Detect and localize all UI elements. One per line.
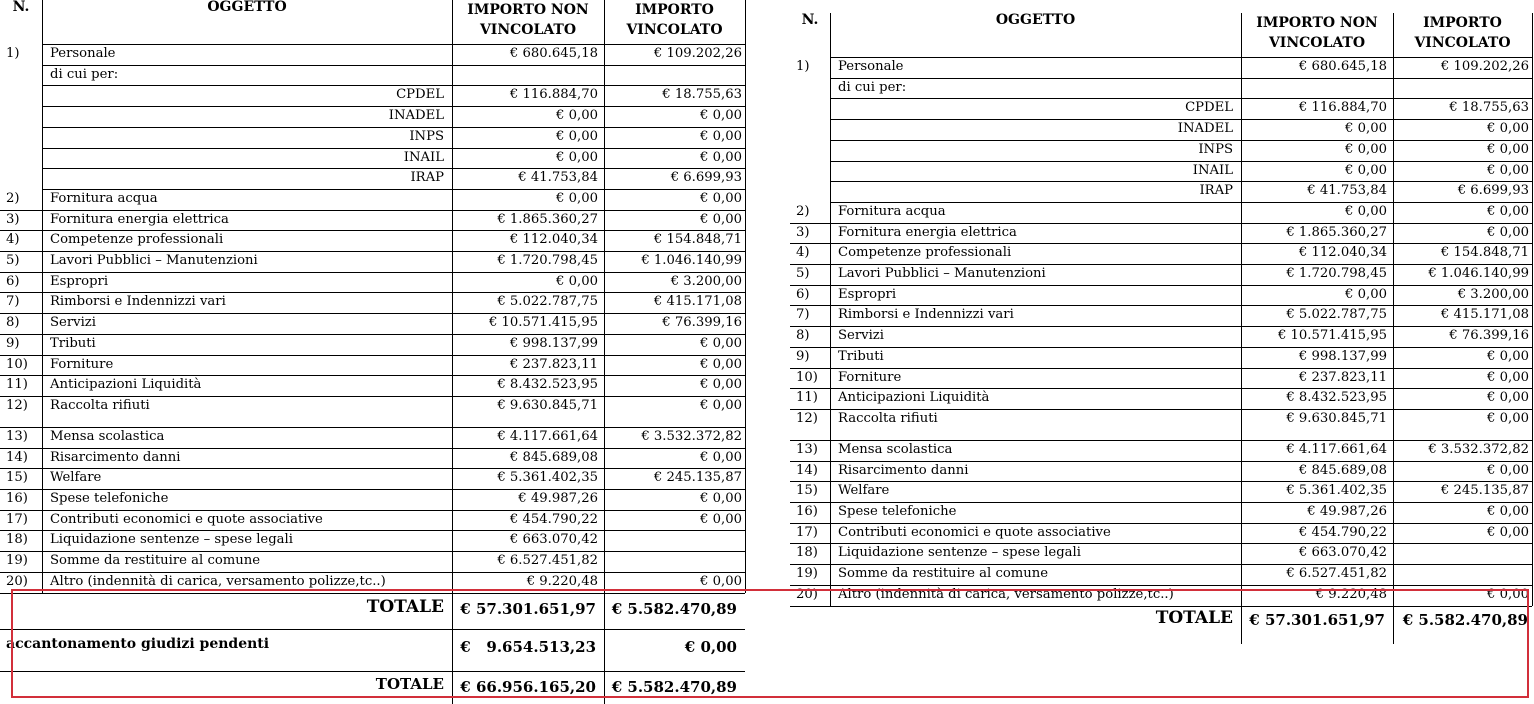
row-importo-vincolato: € 109.202,26 [653,46,742,61]
row-number: 4) [6,232,20,248]
row-number: 18) [796,545,818,561]
row-label: Mensa scolastica [50,428,165,444]
total-importo-non-vincolato: € 9.654.513,23 [460,637,596,656]
row-label: CPDEL [396,87,444,103]
table-row [0,448,746,469]
table-row [790,98,1534,119]
table-row [0,272,746,293]
table-row [790,119,1534,140]
row-number: 6) [6,273,20,289]
table-row [790,140,1534,161]
row-importo-vincolato: € 0,00 [1487,141,1529,157]
row-number: 18) [6,532,28,548]
row-label: Liquidazione sentenze – spese legali [838,545,1081,561]
row-number: 7) [796,307,810,323]
column-header-oggetto: OGGETTO [207,0,287,15]
row-importo-vincolato: € 3.200,00 [1457,286,1529,302]
row-importo-non-vincolato: € 0,00 [1345,203,1387,219]
row-label: INAIL [403,149,444,165]
column-header-importo-vincolato: IMPORTO VINCOLATO [1414,15,1511,51]
table-row [790,161,1534,182]
table-row [0,510,746,531]
row-importo-non-vincolato: € 6.527.451,82 [1286,566,1387,582]
row-number: 19) [796,566,818,582]
table-row [0,44,746,65]
row-label: Espropri [838,286,897,302]
table-row [0,355,746,376]
table-row [790,502,1534,523]
row-importo-vincolato: € 0,00 [700,335,742,351]
table-row [790,264,1534,285]
row-importo-non-vincolato: € 0,00 [1345,141,1387,157]
table-row [0,375,746,396]
row-importo-vincolato: € 0,00 [700,149,742,165]
table-row [0,230,746,251]
total-importo-non-vincolato: € 57.301.651,97 [460,599,596,618]
row-number: 3) [6,211,20,227]
row-importo-vincolato: € 0,00 [1487,586,1529,602]
table-row [0,551,746,572]
row-importo-vincolato: € 18.755,63 [1449,100,1529,116]
row-importo-non-vincolato: € 1.720.798,45 [497,253,598,268]
row-importo-non-vincolato: € 6.527.451,82 [497,553,598,569]
row-label: Spese telefoniche [50,491,169,506]
row-importo-non-vincolato: € 5.022.787,75 [497,294,598,310]
table-row [0,427,746,448]
column-rule [1532,13,1533,606]
row-label: Contributi economici e quote associative [50,511,323,527]
row-number: 14) [796,462,818,478]
row-label: Welfare [838,483,890,499]
row-number: 10) [796,369,818,385]
row-importo-non-vincolato: € 454.790,22 [509,511,598,527]
column-rule [1393,13,1394,606]
row-number: 4) [796,245,810,261]
row-importo-non-vincolato: € 845.689,08 [1298,462,1387,478]
row-importo-vincolato: € 0,00 [700,573,742,589]
row-number: 19) [6,553,28,569]
row-importo-non-vincolato: € 5.361.402,35 [1286,483,1387,499]
row-label: Fornitura acqua [838,203,946,219]
row-importo-vincolato: € 3.532.372,82 [641,428,742,444]
row-importo-vincolato: € 0,00 [700,449,742,465]
row-importo-vincolato: € 415.171,08 [1440,307,1529,323]
row-label: IRAP [1199,183,1233,199]
row-label: Liquidazione sentenze – spese legali [50,532,293,548]
table-row [0,396,746,427]
total-importo-vincolato: € 5.582.470,89 [1402,610,1528,629]
row-label: INPS [409,128,444,144]
row-label: Somme da restituire al comune [50,553,261,569]
table-row [0,189,746,210]
row-importo-non-vincolato: € 4.117.661,64 [1286,441,1387,457]
table-row [790,223,1534,244]
row-label: Raccolta rifiuti [50,397,150,413]
row-importo-non-vincolato: € 454.790,22 [1298,524,1387,540]
table-row [790,347,1534,368]
row-number: 13) [796,441,818,457]
column-rule [452,0,453,593]
row-number: 16) [796,504,818,519]
row-importo-vincolato: € 0,00 [700,190,742,206]
row-label: INAIL [1192,162,1233,178]
row-number: 5) [796,266,810,281]
row-importo-vincolato: € 6.699,93 [1457,183,1529,199]
row-importo-vincolato: € 0,00 [1487,390,1529,406]
total-importo-vincolato: € 5.582.470,89 [611,677,737,696]
row-importo-non-vincolato: € 663.070,42 [509,532,598,548]
table-row [790,543,1534,564]
row-importo-vincolato: € 0,00 [700,108,742,124]
row-number: 8) [796,328,810,344]
row-importo-non-vincolato: € 1.865.360,27 [1286,224,1387,240]
table-row [790,57,1534,78]
row-importo-vincolato: € 3.200,00 [670,273,742,289]
row-importo-vincolato: € 0,00 [1487,162,1529,178]
row-label: di cui per: [50,66,119,82]
table-row [0,65,746,86]
row-importo-vincolato: € 18.755,63 [662,87,742,103]
table-row [790,181,1534,202]
table-row [0,127,746,148]
row-label: Fornitura energia elettrica [838,224,1017,240]
row-number: 9) [6,335,20,351]
row-number: 1) [6,46,20,61]
row-label: Risarcimento danni [838,462,969,478]
row-importo-vincolato: € 6.699,93 [670,170,742,186]
table-row [790,78,1534,99]
row-label: Rimborsi e Indennizzi vari [838,307,1014,323]
row-number: 11) [6,377,28,393]
row-label: Mensa scolastica [838,441,953,457]
table-row [790,305,1534,326]
column-rule [830,13,831,606]
row-importo-non-vincolato: € 237.823,11 [1298,369,1387,385]
table-row [790,388,1534,409]
row-label: Somme da restituire al comune [838,566,1049,582]
row-number: 15) [6,470,28,486]
row-importo-vincolato: € 0,00 [1487,524,1529,540]
column-header-oggetto: OGGETTO [995,12,1076,28]
total-importo-vincolato: € 5.582.470,89 [611,599,737,618]
row-number: 8) [6,315,20,331]
table-row [790,368,1534,389]
row-importo-non-vincolato: € 8.432.523,95 [497,377,598,393]
row-label: Welfare [50,470,102,486]
row-importo-vincolato: € 1.046.140,99 [641,253,742,268]
row-number: 17) [796,524,818,540]
row-number: 16) [6,491,28,506]
row-label: Spese telefoniche [838,504,957,519]
table-row [790,409,1534,440]
total-importo-non-vincolato: € 57.301.651,97 [1249,610,1385,629]
row-label: Lavori Pubblici – Manutenzioni [838,266,1046,281]
row-label: Fornitura acqua [50,190,158,206]
row-importo-non-vincolato: € 0,00 [556,149,598,165]
row-importo-non-vincolato: € 41.753,84 [1307,183,1387,199]
row-importo-vincolato: € 1.046.140,99 [1428,266,1529,281]
row-label: IRAP [410,170,444,186]
row-label: INPS [1198,141,1233,157]
row-importo-vincolato: € 415.171,08 [653,294,742,310]
row-importo-non-vincolato: € 49.987,26 [518,491,598,506]
column-header-n: N. [801,12,819,28]
row-importo-vincolato: € 0,00 [1487,348,1529,364]
row-number: 10) [6,356,28,372]
row-importo-non-vincolato: € 8.432.523,95 [1286,390,1387,406]
column-rule [42,0,43,593]
row-importo-non-vincolato: € 116.884,70 [509,87,598,103]
table-row [0,489,746,510]
table-row [0,313,746,334]
row-importo-non-vincolato: € 680.645,18 [509,46,598,61]
total-label: TOTALE [375,674,444,693]
table-row [0,148,746,169]
row-importo-vincolato: € 109.202,26 [1440,59,1529,74]
table-row [790,440,1534,461]
row-number: 9) [796,348,810,364]
row-importo-vincolato: € 0,00 [700,377,742,393]
table-row [0,251,746,272]
row-importo-non-vincolato: € 10.571.415,95 [488,315,598,331]
table-row [0,210,746,231]
total-label: accantonamento giudizi pendenti [6,635,270,652]
row-label: Espropri [50,273,109,289]
row-label: Tributi [50,335,96,351]
row-importo-vincolato: € 0,00 [1487,410,1529,426]
row-label: Lavori Pubblici – Manutenzioni [50,253,258,268]
row-importo-vincolato: € 0,00 [1487,504,1529,519]
row-number: 20) [6,573,28,589]
row-importo-non-vincolato: € 1.720.798,45 [1286,266,1387,281]
row-importo-non-vincolato: € 112.040,34 [1298,245,1387,261]
row-importo-non-vincolato: € 9.220,48 [526,573,598,589]
row-label: di cui per: [838,79,907,95]
table-row [0,85,746,106]
row-importo-vincolato: € 0,00 [1487,121,1529,137]
column-rule [1241,13,1242,606]
row-label: INADEL [388,108,444,124]
row-label: Servizi [838,328,884,344]
row-number: 7) [6,294,20,310]
row-importo-vincolato: € 0,00 [1487,369,1529,385]
row-importo-non-vincolato: € 998.137,99 [1298,348,1387,364]
column-header-n: N. [12,0,30,15]
total-importo-non-vincolato: € 66.956.165,20 [460,677,596,696]
row-number: 3) [796,224,810,240]
row-number: 12) [796,410,818,426]
column-rule [604,0,605,593]
row-label: Contributi economici e quote associative [838,524,1111,540]
row-label: CPDEL [1185,100,1233,116]
row-importo-vincolato: € 245.135,87 [1440,483,1529,499]
row-importo-vincolato: € 3.532.372,82 [1428,441,1529,457]
row-label: Risarcimento danni [50,449,181,465]
table-row [0,168,746,189]
row-number: 6) [796,286,810,302]
row-label: Competenze professionali [838,245,1012,261]
table-row [790,243,1534,264]
row-importo-non-vincolato: € 663.070,42 [1298,545,1387,561]
row-label: Personale [50,46,116,61]
table-row [790,202,1534,223]
row-importo-non-vincolato: € 9.630.845,71 [1286,410,1387,426]
table-row [790,285,1534,306]
table-row [790,481,1534,502]
row-label: Servizi [50,315,96,331]
row-importo-vincolato: € 0,00 [1487,203,1529,219]
row-importo-vincolato: € 154.848,71 [653,232,742,248]
row-label: Anticipazioni Liquidità [838,390,990,406]
row-importo-non-vincolato: € 5.022.787,75 [1286,307,1387,323]
row-importo-vincolato: € 0,00 [700,491,742,506]
table-row [790,326,1534,347]
row-number: 15) [796,483,818,499]
row-number: 2) [6,190,20,206]
table-row [0,106,746,127]
total-importo-vincolato: € 0,00 [684,637,737,656]
row-importo-non-vincolato: € 41.753,84 [518,170,598,186]
row-importo-non-vincolato: € 116.884,70 [1298,100,1387,116]
row-number: 1) [796,59,810,74]
row-importo-non-vincolato: € 0,00 [1345,162,1387,178]
row-label: Personale [838,59,904,74]
row-label: Anticipazioni Liquidità [50,377,202,393]
row-importo-non-vincolato: € 0,00 [1345,286,1387,302]
row-importo-non-vincolato: € 0,00 [556,190,598,206]
row-number: 13) [6,428,28,444]
row-importo-vincolato: € 0,00 [700,511,742,527]
row-importo-non-vincolato: € 237.823,11 [509,356,598,372]
row-importo-vincolato: € 0,00 [700,211,742,227]
row-label: Forniture [838,369,902,385]
row-importo-non-vincolato: € 0,00 [556,128,598,144]
table-row [0,530,746,551]
column-rule [745,0,746,593]
row-label: Raccolta rifiuti [838,410,938,426]
row-number: 11) [796,390,818,406]
row-importo-non-vincolato: € 49.987,26 [1307,504,1387,519]
row-importo-vincolato: € 76.399,16 [1449,328,1529,344]
row-importo-vincolato: € 0,00 [700,397,742,413]
table-row [790,564,1534,585]
table-row [0,468,746,489]
row-importo-non-vincolato: € 1.865.360,27 [497,211,598,227]
row-importo-non-vincolato: € 9.630.845,71 [497,397,598,413]
row-number: 14) [6,449,28,465]
row-importo-non-vincolato: € 9.220,48 [1315,586,1387,602]
table-row [790,461,1534,482]
row-importo-non-vincolato: € 10.571.415,95 [1277,328,1387,344]
column-header-importo-non-vincolato: IMPORTO NON VINCOLATO [467,2,589,38]
row-importo-vincolato: € 76.399,16 [662,315,742,331]
table-row [0,292,746,313]
row-importo-non-vincolato: € 4.117.661,64 [497,428,598,444]
table-row [0,334,746,355]
highlight-box [11,586,1529,698]
column-header-importo-vincolato: IMPORTO VINCOLATO [626,2,723,38]
row-label: Competenze professionali [50,232,224,248]
row-importo-non-vincolato: € 112.040,34 [509,232,598,248]
row-label: Altro (indennità di carica, versamento polizze,tc..) [838,586,1174,602]
row-importo-non-vincolato: € 0,00 [1345,121,1387,137]
total-label: TOTALE [1155,607,1233,628]
row-importo-vincolato: € 245.135,87 [653,470,742,486]
row-number: 17) [6,511,28,527]
row-label: INADEL [1177,121,1233,137]
row-importo-vincolato: € 0,00 [1487,462,1529,478]
row-number: 5) [6,253,20,268]
row-label: Altro (indennità di carica, versamento polizze,tc..) [50,573,386,589]
row-number: 20) [796,586,818,602]
row-label: Forniture [50,356,114,372]
row-importo-vincolato: € 0,00 [1487,224,1529,240]
row-label: Rimborsi e Indennizzi vari [50,294,226,310]
row-importo-non-vincolato: € 5.361.402,35 [497,470,598,486]
row-importo-non-vincolato: € 0,00 [556,108,598,124]
row-importo-non-vincolato: € 0,00 [556,273,598,289]
row-label: Fornitura energia elettrica [50,211,229,227]
row-number: 12) [6,397,28,413]
row-label: Tributi [838,348,884,364]
column-header-importo-non-vincolato: IMPORTO NON VINCOLATO [1256,15,1378,51]
table-row [790,523,1534,544]
row-importo-non-vincolato: € 845.689,08 [509,449,598,465]
total-label: TOTALE [366,596,444,617]
row-importo-vincolato: € 0,00 [700,356,742,372]
row-importo-vincolato: € 154.848,71 [1440,245,1529,261]
row-importo-vincolato: € 0,00 [700,128,742,144]
row-importo-non-vincolato: € 680.645,18 [1298,59,1387,74]
row-number: 2) [796,203,810,219]
row-importo-non-vincolato: € 998.137,99 [509,335,598,351]
